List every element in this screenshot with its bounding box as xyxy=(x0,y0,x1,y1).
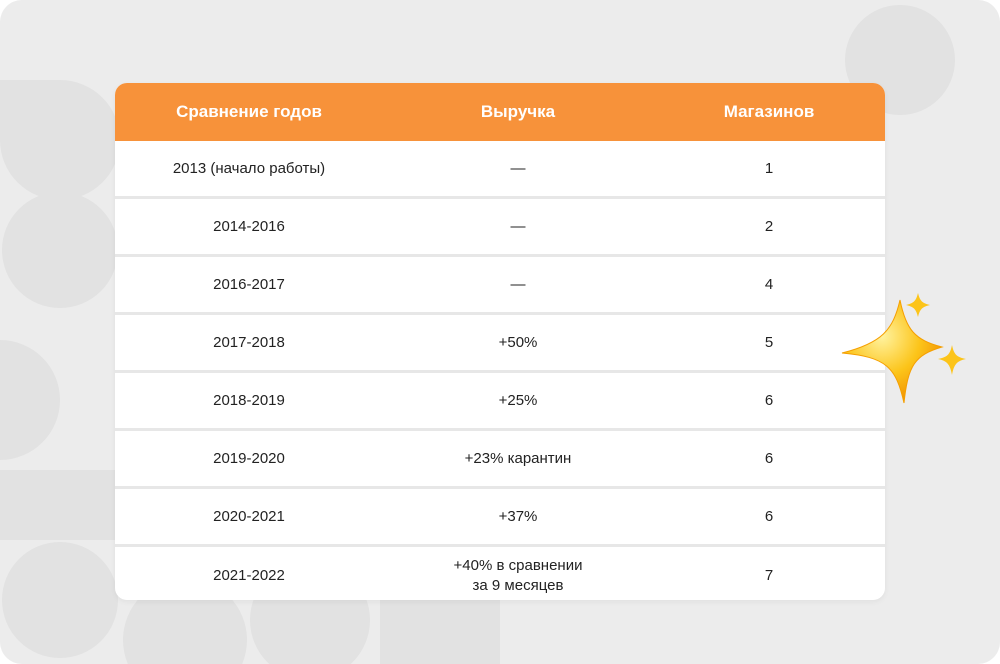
cell-stores: 1 xyxy=(764,160,774,177)
cell-revenue: +50% xyxy=(498,334,538,351)
table-header xyxy=(115,83,885,141)
cell-revenue: +23% карантин xyxy=(464,450,572,467)
cell-period: 2019-2020 xyxy=(213,450,285,467)
cell-revenue: — xyxy=(510,276,526,293)
header-revenue: Выручка xyxy=(480,102,556,121)
cell-period: 2018-2019 xyxy=(213,392,285,409)
cell-stores: 6 xyxy=(764,450,774,467)
cell-stores: 4 xyxy=(764,276,774,293)
cell-stores: 6 xyxy=(764,392,774,409)
table-row xyxy=(115,254,885,312)
table-row xyxy=(115,141,885,196)
table-row xyxy=(115,428,885,486)
cell-revenue: +25% xyxy=(498,392,538,409)
table-row xyxy=(115,486,885,544)
cell-revenue: — xyxy=(510,160,526,177)
table-row xyxy=(115,196,885,254)
cell-stores: 2 xyxy=(764,218,774,235)
table-row xyxy=(115,370,885,428)
cell-stores: 5 xyxy=(764,334,774,351)
cell-revenue: — xyxy=(510,218,526,235)
table-row xyxy=(115,544,885,600)
cell-period: 2014-2016 xyxy=(213,218,285,235)
cell-period: 2016-2017 xyxy=(213,276,285,293)
header-period: Сравнение годов xyxy=(176,102,322,121)
sparkle-star-icon xyxy=(830,285,980,415)
cell-revenue: +37% xyxy=(498,508,538,525)
cell-stores: 7 xyxy=(764,567,774,584)
cell-period: 2020-2021 xyxy=(213,508,285,525)
comparison-table xyxy=(115,83,885,600)
cell-stores: 6 xyxy=(764,508,774,525)
cell-period: 2017-2018 xyxy=(213,334,285,351)
header-stores: Магазинов xyxy=(723,102,815,121)
cell-period: 2013 (начало работы) xyxy=(172,160,326,177)
cell-revenue: +40% в сравнении за 9 месяцев xyxy=(453,556,583,594)
cell-period: 2021-2022 xyxy=(213,567,285,584)
table-row xyxy=(115,312,885,370)
